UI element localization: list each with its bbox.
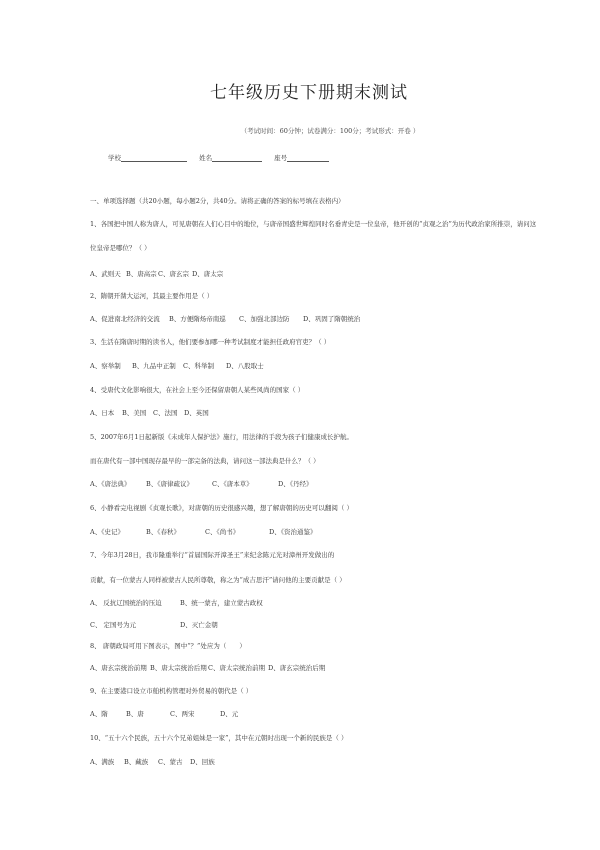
option-d[interactable]: D、八股取士 bbox=[226, 362, 264, 370]
option-d[interactable]: D、元 bbox=[220, 710, 239, 718]
option-b[interactable]: B、唐 bbox=[126, 710, 144, 718]
question-2-stem: 2、隋朝开凿大运河，其最主要作用是（ ） bbox=[90, 292, 214, 300]
option-a[interactable]: A、日本 bbox=[90, 409, 115, 417]
option-c[interactable]: C、 定国号为元 bbox=[90, 621, 137, 629]
question-5-stem-cont: 而在唐代有一部中国现存最早的一部完备的法典，请问这一部法典是什么？（ ） bbox=[90, 457, 320, 465]
option-c[interactable]: C、法国 bbox=[153, 409, 178, 417]
question-6-stem: 6、小静看完电视剧《贞观长歌》，对唐朝的历史很感兴趣，想了解唐朝的历史可以翻阅（ ） bbox=[90, 504, 353, 512]
option-a[interactable]: A、《史记》 bbox=[90, 528, 124, 536]
option-b[interactable]: B、唐高宗 bbox=[126, 270, 157, 278]
option-c[interactable]: C、两宋 bbox=[170, 710, 195, 718]
option-d[interactable]: D、灭亡金朝 bbox=[180, 621, 218, 629]
name-label: 姓名 bbox=[199, 154, 213, 162]
option-c[interactable]: C、加强北部边防 bbox=[239, 315, 290, 323]
option-c[interactable]: C、唐太宗统治前期 bbox=[208, 664, 265, 672]
seat-field[interactable] bbox=[274, 153, 329, 162]
exam-info: （考试时间：60分钟；试卷满分：100分；考试形式：开卷 ） bbox=[240, 127, 420, 135]
question-10-stem: 10、“五十六个民族，五十六个兄弟姐妹是一家”，其中在元朝时出现一个新的民族是（ ） bbox=[90, 734, 348, 742]
question-7-options-row-2 bbox=[90, 620, 218, 629]
option-b[interactable]: B、《春秋》 bbox=[146, 528, 181, 536]
option-a[interactable]: A、 反抗辽国统治的压迫 bbox=[90, 599, 162, 607]
name-field[interactable] bbox=[199, 153, 262, 162]
question-7-stem-cont: 贡献，有一位蒙古人同样被蒙古人民所尊敬，称之为“成吉思汗”请问他的主要贡献是（ ） bbox=[90, 576, 346, 584]
question-3-stem: 3、生活在隋唐时期的读书人，他们要参加哪一种考试制度才能担任政府官吏？（ ） bbox=[90, 338, 331, 346]
option-a[interactable]: A、《唐法典》 bbox=[90, 480, 131, 488]
question-7-stem: 7、今年3月28日，我市隆重举行“首届国际开漳圣王”来纪念陈元光对漳州开发做出的 bbox=[90, 551, 335, 559]
option-c[interactable]: C、《尚书》 bbox=[205, 528, 240, 536]
option-c[interactable]: C、唐玄宗 bbox=[158, 270, 189, 278]
option-d[interactable]: D、唐玄宗统治后期 bbox=[268, 664, 326, 672]
question-8-options bbox=[90, 663, 325, 672]
option-a[interactable]: A、唐玄宗统治前期 bbox=[90, 664, 147, 672]
question-1-options bbox=[90, 269, 223, 278]
question-8-stem: 8、 唐朝政局可用下图表示，图中“？”处应为（ ） bbox=[90, 642, 246, 650]
school-field[interactable] bbox=[108, 153, 187, 162]
option-a[interactable]: A、满族 bbox=[90, 758, 115, 766]
seat-label: 座号 bbox=[274, 154, 288, 162]
question-1-stem-cont: 位皇帝是哪位？（ ） bbox=[90, 244, 151, 252]
question-4-options bbox=[90, 408, 209, 417]
option-b[interactable]: B、统一蒙古，建立蒙古政权 bbox=[180, 599, 263, 607]
option-a[interactable]: A、促进南北经济的交流 bbox=[90, 315, 160, 323]
option-b[interactable]: B、方便隋炀帝南巡 bbox=[169, 315, 226, 323]
option-b[interactable]: B、九品中正制 bbox=[132, 362, 176, 370]
question-3-options bbox=[90, 361, 264, 370]
option-b[interactable]: B、藏族 bbox=[124, 758, 149, 766]
option-d[interactable]: D、《丹经》 bbox=[278, 480, 313, 488]
option-d[interactable]: D、巩固了隋朝统治 bbox=[303, 315, 361, 323]
option-a[interactable]: A、察举制 bbox=[90, 362, 121, 370]
option-c[interactable]: C、《唐本草》 bbox=[212, 480, 253, 488]
seat-blank bbox=[287, 154, 329, 162]
school-blank bbox=[121, 154, 187, 162]
question-1-stem: 1、各国把中国人称为唐人，可见唐朝在人们心目中的地位，与唐帝国盛世辉煌同时名垂青史是一位皇帝，他开创的“贞观之治”为历代政治家所推崇，请问这 bbox=[90, 220, 537, 228]
question-7-options-row-1 bbox=[90, 598, 263, 607]
option-d[interactable]: D、《资治通鉴》 bbox=[269, 528, 317, 536]
question-4-stem: 4、受唐代文化影响很大，在社会上至今还保留唐朝人某些风尚的国家（ ） bbox=[90, 386, 305, 394]
page-title: 七年级历史下册期末测试 bbox=[210, 83, 408, 103]
student-info-row bbox=[108, 153, 339, 162]
school-label: 学校 bbox=[108, 154, 121, 162]
option-b[interactable]: B、《唐律疏议》 bbox=[146, 480, 194, 488]
question-2-options bbox=[90, 314, 360, 323]
option-c[interactable]: C、蒙古 bbox=[158, 758, 183, 766]
question-5-options bbox=[90, 479, 312, 488]
option-d[interactable]: D、唐太宗 bbox=[192, 270, 224, 278]
question-9-stem: 9、在主要港口设立市舶机构管理对外贸易的朝代是（ ） bbox=[90, 687, 253, 695]
option-b[interactable]: B、美国 bbox=[122, 409, 147, 417]
option-a[interactable]: A、隋 bbox=[90, 710, 108, 718]
option-d[interactable]: D、回族 bbox=[190, 758, 215, 766]
name-blank bbox=[212, 154, 262, 162]
option-d[interactable]: D、英国 bbox=[184, 409, 209, 417]
question-9-options bbox=[90, 709, 238, 718]
option-c[interactable]: C、科举制 bbox=[183, 362, 214, 370]
question-10-options bbox=[90, 757, 215, 766]
option-b[interactable]: B、唐太宗统治后期 bbox=[150, 664, 207, 672]
question-5-stem: 5、2007年6月1日起新版《未成年人保护法》施行，用法律的手段为孩子们健康成长护航。 bbox=[90, 433, 353, 441]
option-a[interactable]: A、武则天 bbox=[90, 270, 121, 278]
section-heading: 一、单项选择题（共20小题，每小题2分，共40分。请将正确的答案的标号填在表格内） bbox=[90, 197, 345, 205]
question-6-options bbox=[90, 527, 316, 536]
